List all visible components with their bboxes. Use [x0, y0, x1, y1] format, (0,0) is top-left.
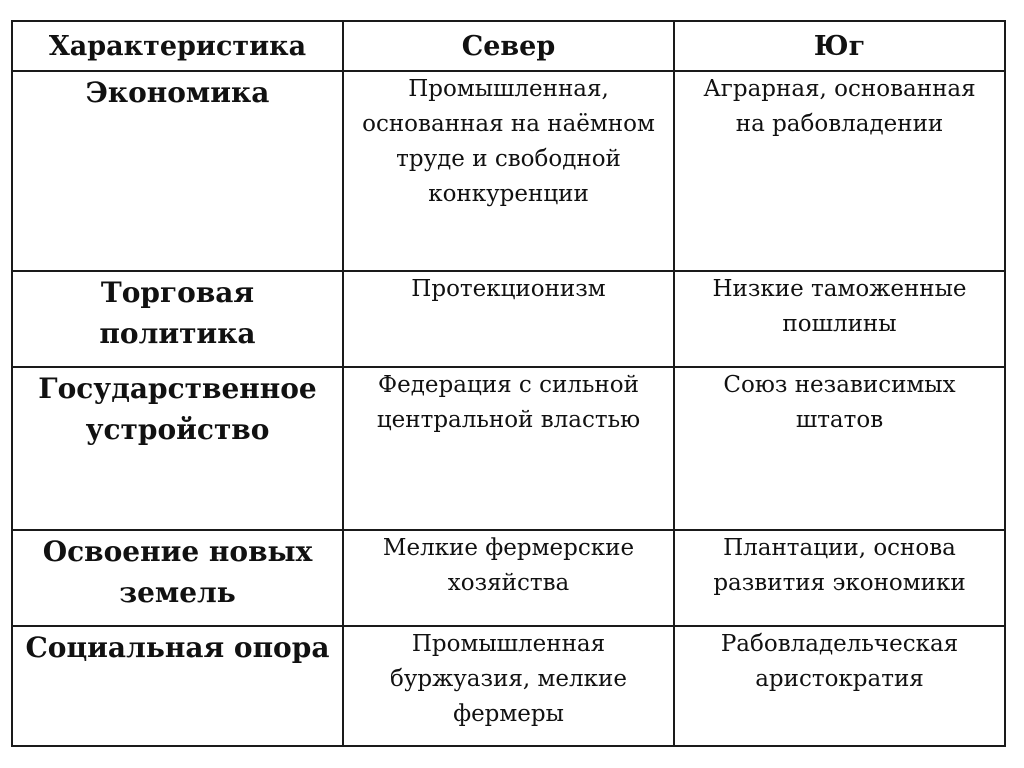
row-label-trade-policy: Торговая политика: [12, 271, 343, 367]
table-row: [12, 530, 1005, 626]
table-row: [12, 626, 1005, 746]
table-row: [12, 367, 1005, 530]
cell-south-economy: Аграрная, основанная на рабовладении: [674, 71, 1005, 271]
header-north: Север: [343, 21, 674, 71]
cell-south-new-lands: Плантации, основа развития экономики: [674, 530, 1005, 626]
table-row: [12, 71, 1005, 271]
cell-north-economy: Промышленная, основанная на наёмном труде и свободной конкуренции: [343, 71, 674, 271]
cell-north-government: Федерация с сильной центральной властью: [343, 367, 674, 530]
table-row: [12, 271, 1005, 367]
row-label-new-lands: Освоение новых земель: [12, 530, 343, 626]
row-label-government: Государственное устройство: [12, 367, 343, 530]
cell-north-trade-policy: Протекционизм: [343, 271, 674, 367]
header-south: Юг: [674, 21, 1005, 71]
header-characteristic: Характеристика: [12, 21, 343, 71]
cell-south-government: Союз независимых штатов: [674, 367, 1005, 530]
cell-south-trade-policy: Низкие таможенные пошлины: [674, 271, 1005, 367]
cell-north-new-lands: Мелкие фермерские хозяйства: [343, 530, 674, 626]
row-label-social-base: Социальная опора: [12, 626, 343, 746]
comparison-table: [11, 20, 1006, 747]
row-label-economy: Экономика: [12, 71, 343, 271]
cell-north-social-base: Промышленная буржуазия, мелкие фермеры: [343, 626, 674, 746]
header-row: [12, 21, 1005, 71]
cell-south-social-base: Рабовладельческая аристократия: [674, 626, 1005, 746]
